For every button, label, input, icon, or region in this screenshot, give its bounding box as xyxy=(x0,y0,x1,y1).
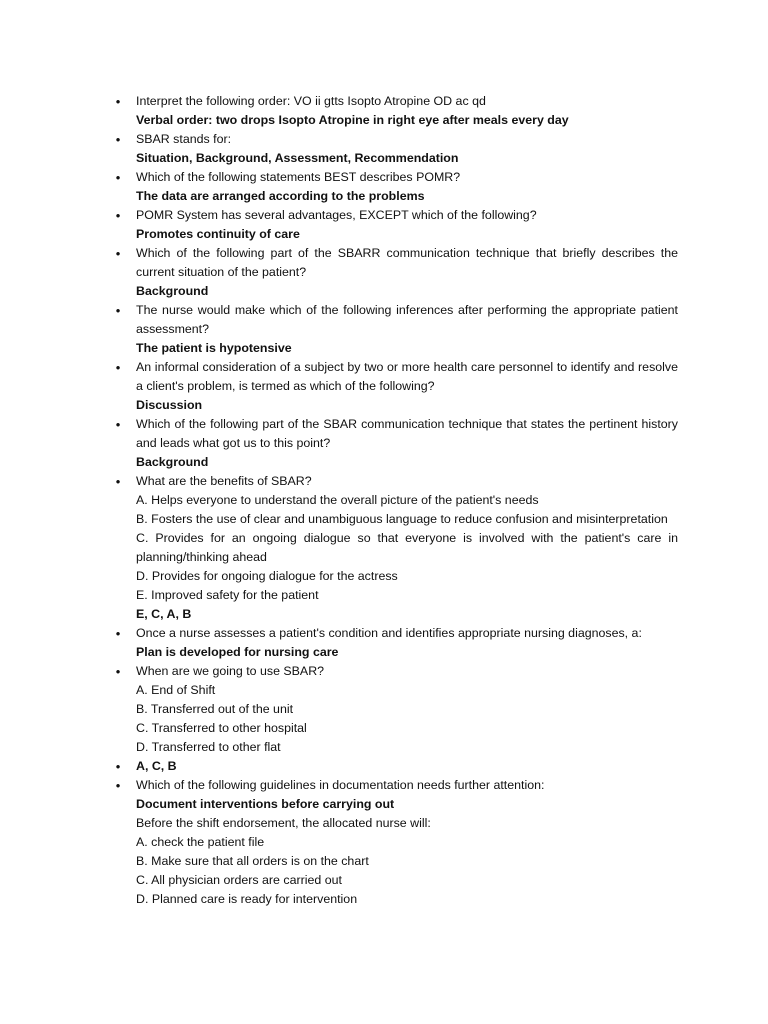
list-item xyxy=(0,130,768,168)
bullet-icon: • xyxy=(115,626,121,641)
question-text: The nurse would make which of the following inferences after performing the appropriate patient assessment? xyxy=(136,303,678,336)
bullet-icon: • xyxy=(115,132,121,147)
list-item xyxy=(0,301,768,358)
answer-text: The patient is hypotensive xyxy=(136,341,292,355)
bullet-icon: • xyxy=(115,474,121,489)
bullet-icon: • xyxy=(115,360,121,375)
question-text: When are we going to use SBAR? xyxy=(136,664,325,678)
list-item xyxy=(0,472,768,624)
question-text: B. Transferred out of the unit xyxy=(136,702,294,716)
answer-text: Verbal order: two drops Isopto Atropine in right eye after meals every day xyxy=(136,113,569,127)
answer-text: Document interventions before carrying out xyxy=(136,797,395,811)
list-item xyxy=(0,662,768,757)
bullet-icon: • xyxy=(115,94,121,109)
question-text: E. Improved safety for the patient xyxy=(136,588,319,602)
question-text: What are the benefits of SBAR? xyxy=(136,474,312,488)
bullet-icon: • xyxy=(115,664,121,679)
document-page xyxy=(0,92,768,909)
list-item xyxy=(0,244,768,301)
question-text: C. Transferred to other hospital xyxy=(136,721,307,735)
question-text: Which of the following statements BEST describes POMR? xyxy=(136,170,461,184)
list-item xyxy=(0,757,768,776)
bullet-icon: • xyxy=(115,170,121,185)
question-text: An informal consideration of a subject by two or more health care personnel to identify and resolve a client's problem, is termed as which of the following? xyxy=(136,360,678,393)
list-item xyxy=(0,776,768,909)
question-text: Which of the following part of the SBAR communication technique that states the pertinent history and leads what got us to this point? xyxy=(136,417,678,450)
question-text: C. Provides for an ongoing dialogue so that everyone is involved with the patient's care in planning/thinking ahead xyxy=(136,531,678,564)
answer-text: Situation, Background, Assessment, Recommendation xyxy=(136,151,459,165)
question-text: Which of the following part of the SBARR communication technique that briefly describes the current situation of the patient? xyxy=(136,246,678,279)
bullet-icon: • xyxy=(115,759,121,774)
list-item xyxy=(0,206,768,244)
answer-text: Promotes continuity of care xyxy=(136,227,300,241)
list-item xyxy=(0,92,768,130)
answer-text: Background xyxy=(136,455,209,469)
list-item xyxy=(0,415,768,472)
bullet-icon: • xyxy=(115,417,121,432)
list-item xyxy=(0,168,768,206)
question-text: A. Helps everyone to understand the overall picture of the patient's needs xyxy=(136,493,539,507)
answer-text: The data are arranged according to the problems xyxy=(136,189,425,203)
bullet-icon: • xyxy=(115,208,121,223)
bullet-icon: • xyxy=(115,778,121,793)
question-text: Which of the following guidelines in documentation needs further attention: xyxy=(136,778,545,792)
question-text: B. Fosters the use of clear and unambiguous language to reduce confusion and misinterpretation xyxy=(136,512,668,526)
question-text: SBAR stands for: xyxy=(136,132,232,146)
answer-text: A, C, B xyxy=(136,759,177,773)
question-text: A. check the patient file xyxy=(136,835,265,849)
answer-text: E, C, A, B xyxy=(136,607,192,621)
question-text: A. End of Shift xyxy=(136,683,216,697)
question-text: D. Provides for ongoing dialogue for the actress xyxy=(136,569,398,583)
question-text: D. Planned care is ready for intervention xyxy=(136,892,358,906)
question-text: POMR System has several advantages, EXCEPT which of the following? xyxy=(136,208,537,222)
question-text: B. Make sure that all orders is on the chart xyxy=(136,854,369,868)
list-item xyxy=(0,624,768,662)
bullet-icon: • xyxy=(115,246,121,261)
bullet-icon: • xyxy=(115,303,121,318)
answer-text: Background xyxy=(136,284,209,298)
question-text: Once a nurse assesses a patient's condition and identifies appropriate nursing diagnoses, a: xyxy=(136,626,642,640)
question-text: Before the shift endorsement, the allocated nurse will: xyxy=(136,816,431,830)
list-item xyxy=(0,358,768,415)
answer-text: Plan is developed for nursing care xyxy=(136,645,339,659)
answer-text: Discussion xyxy=(136,398,203,412)
question-text: D. Transferred to other flat xyxy=(136,740,281,754)
question-text: Interpret the following order: VO ii gtts Isopto Atropine OD ac qd xyxy=(136,94,486,108)
question-text: C. All physician orders are carried out xyxy=(136,873,342,887)
